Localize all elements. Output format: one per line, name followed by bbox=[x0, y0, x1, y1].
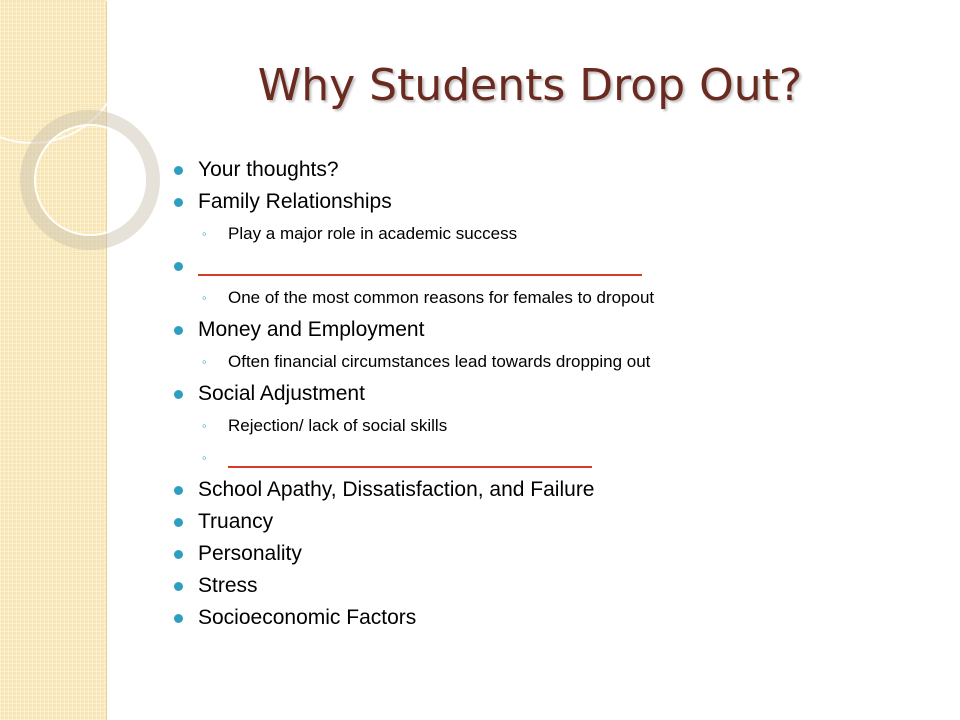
bullet-item bbox=[168, 314, 928, 346]
sub-bullet-text: Often financial circumstances lead towards dropping out bbox=[228, 352, 651, 371]
sub-bullet-text: One of the most common reasons for females to dropout bbox=[228, 288, 655, 307]
bullet-item bbox=[168, 506, 928, 538]
sub-bullet-item bbox=[168, 282, 928, 314]
bullet-dot-icon bbox=[174, 262, 183, 271]
bullet-item bbox=[168, 186, 928, 218]
sub-bullet-item bbox=[168, 410, 928, 442]
ring-bullet-icon: ◦ bbox=[202, 290, 207, 305]
bullet-text: Socioeconomic Factors bbox=[198, 606, 417, 629]
bullet-dot-icon bbox=[174, 486, 183, 495]
bullet-text: Your thoughts? bbox=[198, 158, 339, 181]
ring-bullet-icon: ◦ bbox=[202, 450, 207, 465]
bullet-item-blank bbox=[168, 250, 928, 282]
ring-bullet-icon: ◦ bbox=[202, 226, 207, 241]
bullet-item bbox=[168, 570, 928, 602]
slide-title: Why Students Drop Out? bbox=[257, 60, 803, 111]
sub-bullet-item bbox=[168, 346, 928, 378]
decorative-side-panel bbox=[0, 0, 107, 720]
bullet-item bbox=[168, 538, 928, 570]
fill-in-blank-line bbox=[198, 250, 642, 276]
decorative-ring bbox=[34, 124, 146, 236]
bullet-text: Family Relationships bbox=[198, 190, 392, 213]
bullet-dot-icon bbox=[174, 326, 183, 335]
bullet-text: Social Adjustment bbox=[198, 382, 365, 405]
sub-bullet-item-blank bbox=[168, 442, 928, 474]
bullet-item bbox=[168, 378, 928, 410]
bullet-item bbox=[168, 602, 928, 634]
sub-bullet-item bbox=[168, 218, 928, 250]
bullet-dot-icon bbox=[174, 166, 183, 175]
sub-bullet-text: Play a major role in academic success bbox=[228, 224, 518, 243]
bullet-text: Stress bbox=[198, 574, 258, 597]
sub-bullet-text: Rejection/ lack of social skills bbox=[228, 416, 448, 435]
bullet-text: Money and Employment bbox=[198, 318, 425, 341]
bullet-item bbox=[168, 474, 928, 506]
bullet-dot-icon bbox=[174, 614, 183, 623]
bullet-dot-icon bbox=[174, 390, 183, 399]
ring-bullet-icon: ◦ bbox=[202, 354, 207, 369]
bullet-dot-icon bbox=[174, 550, 183, 559]
bullet-list bbox=[168, 154, 928, 634]
bullet-item bbox=[168, 154, 928, 186]
bullet-text: School Apathy, Dissatisfaction, and Failure bbox=[198, 478, 595, 501]
bullet-dot-icon bbox=[174, 198, 183, 207]
fill-in-blank-line bbox=[228, 442, 592, 468]
bullet-text: Personality bbox=[198, 542, 302, 565]
bullet-dot-icon bbox=[174, 582, 183, 591]
ring-bullet-icon: ◦ bbox=[202, 418, 207, 433]
bullet-text: Truancy bbox=[198, 510, 274, 533]
bullet-dot-icon bbox=[174, 518, 183, 527]
